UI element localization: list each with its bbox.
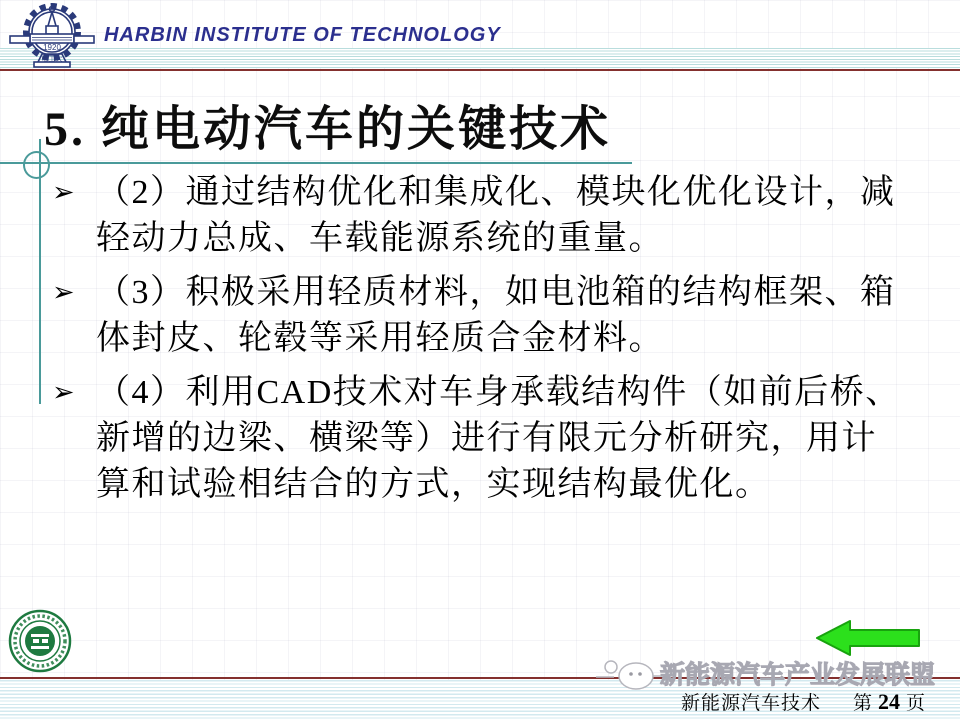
bullet-item-2 [52,170,932,262]
university-name: HARBIN INSTITUTE OF TECHNOLOGY [104,24,501,46]
bullet-text [96,270,896,362]
alliance-mascot-icon [596,655,662,693]
page-number: 24 [878,689,901,714]
slide-title: 5. 纯电动汽车的关键技术 [44,103,612,156]
left-vertical-rule [39,139,41,404]
bullet-line: 新增的边梁、横梁等）进行有限元分析研究，用计 [96,420,877,457]
bullet-line: 算和试验相结合的方式，实现结构最优化。 [96,466,771,503]
hit-emblem-icon [8,2,96,70]
bullet-item-4 [52,370,932,508]
bullet-line: （2）通过结构优化和集成化、模块化优化设计，减 [96,174,896,211]
bullet-text [96,170,896,262]
footer-text [681,688,925,715]
header-divider-line [0,69,960,71]
bullet-line: 体封皮、轮毂等采用轻质合金材料。 [96,320,664,357]
deco-circle [23,151,50,179]
arrow-bullet-icon: ➢ [52,177,75,208]
bullet-text [96,370,901,508]
bullet-line: 轻动力总成、车载能源系统的重量。 [96,220,664,257]
slide-body [52,170,932,516]
hit-logo-year: 1920 [43,43,61,52]
alliance-watermark: 新能源汽车产业发展联盟 [660,662,936,689]
header-stripe-band [0,48,960,68]
bullet-line: （4）利用CAD技术对车身承载结构件（如前后桥、 [96,374,901,411]
arrow-bullet-icon: ➢ [52,277,75,308]
hit-logo-caption: 哈工大 [41,56,63,63]
green-left-arrow-icon[interactable] [814,618,922,658]
page-label-prefix: 第 [853,693,873,714]
bullet-item-3 [52,270,932,362]
page-label-suffix: 页 [906,693,926,714]
green-seal-icon [7,608,73,674]
arrow-bullet-icon: ➢ [52,377,75,408]
course-title: 新能源汽车技术 [681,693,822,714]
bullet-line: （3）积极采用轻质材料，如电池箱的结构框架、箱 [96,274,896,311]
title-underline [0,162,632,164]
